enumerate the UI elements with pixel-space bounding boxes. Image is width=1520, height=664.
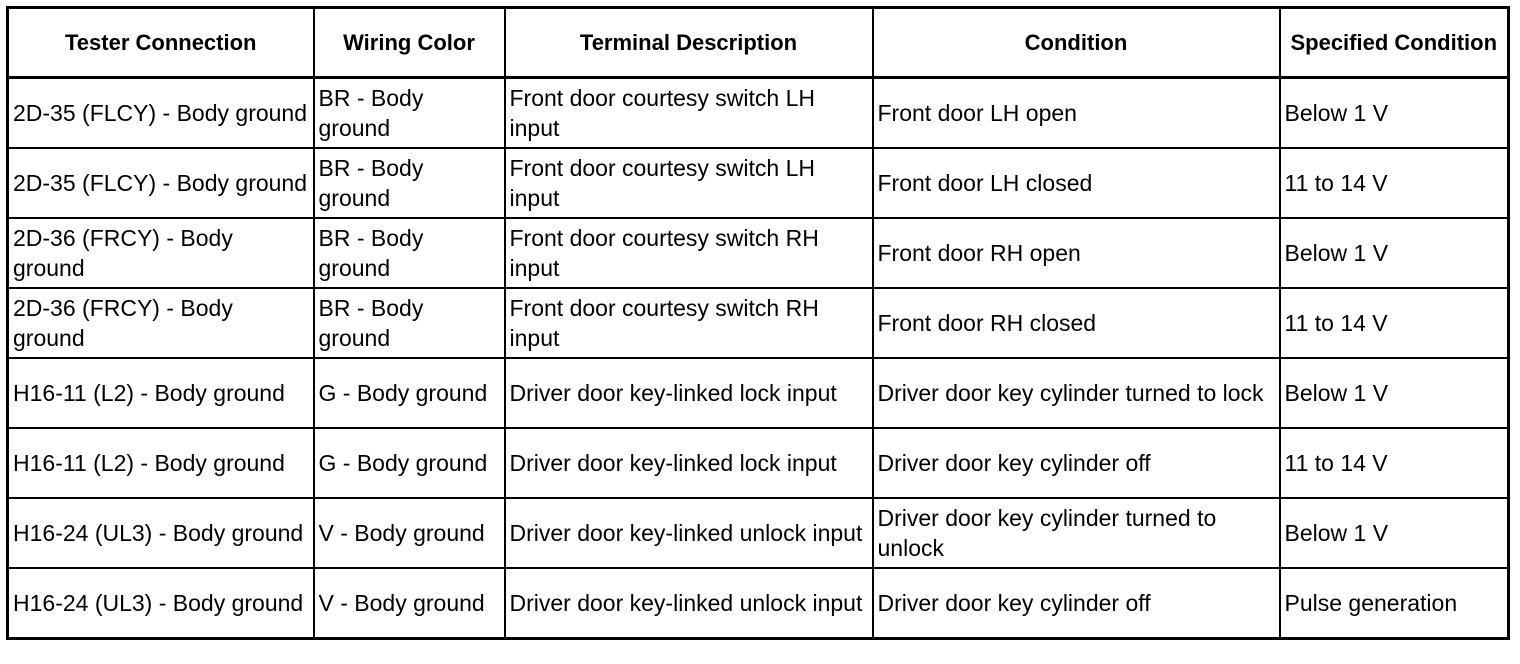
cell-specified-condition: Below 1 V	[1280, 78, 1509, 149]
cell-terminal-description: Driver door key-linked lock input	[505, 358, 873, 428]
cell-terminal-description: Driver door key-linked lock input	[505, 428, 873, 498]
cell-terminal-description: Front door courtesy switch RH input	[505, 288, 873, 358]
table-row	[8, 148, 1509, 218]
cell-wiring-color: BR - Body ground	[314, 148, 505, 218]
table-row	[8, 78, 1509, 149]
cell-condition: Driver door key cylinder off	[873, 428, 1280, 498]
cell-wiring-color: G - Body ground	[314, 428, 505, 498]
cell-tester-connection: 2D-36 (FRCY) - Body ground	[8, 288, 314, 358]
cell-specified-condition: Below 1 V	[1280, 498, 1509, 568]
cell-tester-connection: 2D-35 (FLCY) - Body ground	[8, 78, 314, 149]
cell-wiring-color: V - Body ground	[314, 498, 505, 568]
cell-terminal-description: Driver door key-linked unlock input	[505, 568, 873, 639]
cell-wiring-color: V - Body ground	[314, 568, 505, 639]
cell-terminal-description: Front door courtesy switch RH input	[505, 218, 873, 288]
table-row	[8, 288, 1509, 358]
table-row	[8, 358, 1509, 428]
cell-specified-condition: Below 1 V	[1280, 218, 1509, 288]
table-row	[8, 568, 1509, 639]
spec-table	[6, 6, 1510, 640]
cell-wiring-color: BR - Body ground	[314, 218, 505, 288]
cell-tester-connection: 2D-36 (FRCY) - Body ground	[8, 218, 314, 288]
table-row	[8, 498, 1509, 568]
cell-tester-connection: H16-11 (L2) - Body ground	[8, 358, 314, 428]
cell-tester-connection: H16-11 (L2) - Body ground	[8, 428, 314, 498]
cell-terminal-description: Driver door key-linked unlock input	[505, 498, 873, 568]
cell-wiring-color: G - Body ground	[314, 358, 505, 428]
cell-condition: Driver door key cylinder off	[873, 568, 1280, 639]
cell-specified-condition: 11 to 14 V	[1280, 288, 1509, 358]
table-row	[8, 218, 1509, 288]
header-specified-condition: Specified Condition	[1280, 8, 1509, 78]
cell-condition: Front door RH open	[873, 218, 1280, 288]
header-terminal-description: Terminal Description	[505, 8, 873, 78]
header-row	[8, 8, 1509, 78]
cell-condition: Front door LH closed	[873, 148, 1280, 218]
cell-terminal-description: Front door courtesy switch LH input	[505, 78, 873, 149]
cell-condition: Driver door key cylinder turned to unlock	[873, 498, 1280, 568]
cell-condition: Driver door key cylinder turned to lock	[873, 358, 1280, 428]
cell-wiring-color: BR - Body ground	[314, 288, 505, 358]
cell-terminal-description: Front door courtesy switch LH input	[505, 148, 873, 218]
table-row	[8, 428, 1509, 498]
cell-specified-condition: Below 1 V	[1280, 358, 1509, 428]
header-wiring-color: Wiring Color	[314, 8, 505, 78]
cell-wiring-color: BR - Body ground	[314, 78, 505, 149]
header-tester-connection: Tester Connection	[8, 8, 314, 78]
cell-specified-condition: 11 to 14 V	[1280, 148, 1509, 218]
cell-tester-connection: 2D-35 (FLCY) - Body ground	[8, 148, 314, 218]
cell-condition: Front door RH closed	[873, 288, 1280, 358]
header-condition: Condition	[873, 8, 1280, 78]
cell-specified-condition: 11 to 14 V	[1280, 428, 1509, 498]
table-body	[8, 78, 1509, 639]
cell-tester-connection: H16-24 (UL3) - Body ground	[8, 568, 314, 639]
table-header	[8, 8, 1509, 78]
cell-specified-condition: Pulse generation	[1280, 568, 1509, 639]
cell-condition: Front door LH open	[873, 78, 1280, 149]
cell-tester-connection: H16-24 (UL3) - Body ground	[8, 498, 314, 568]
